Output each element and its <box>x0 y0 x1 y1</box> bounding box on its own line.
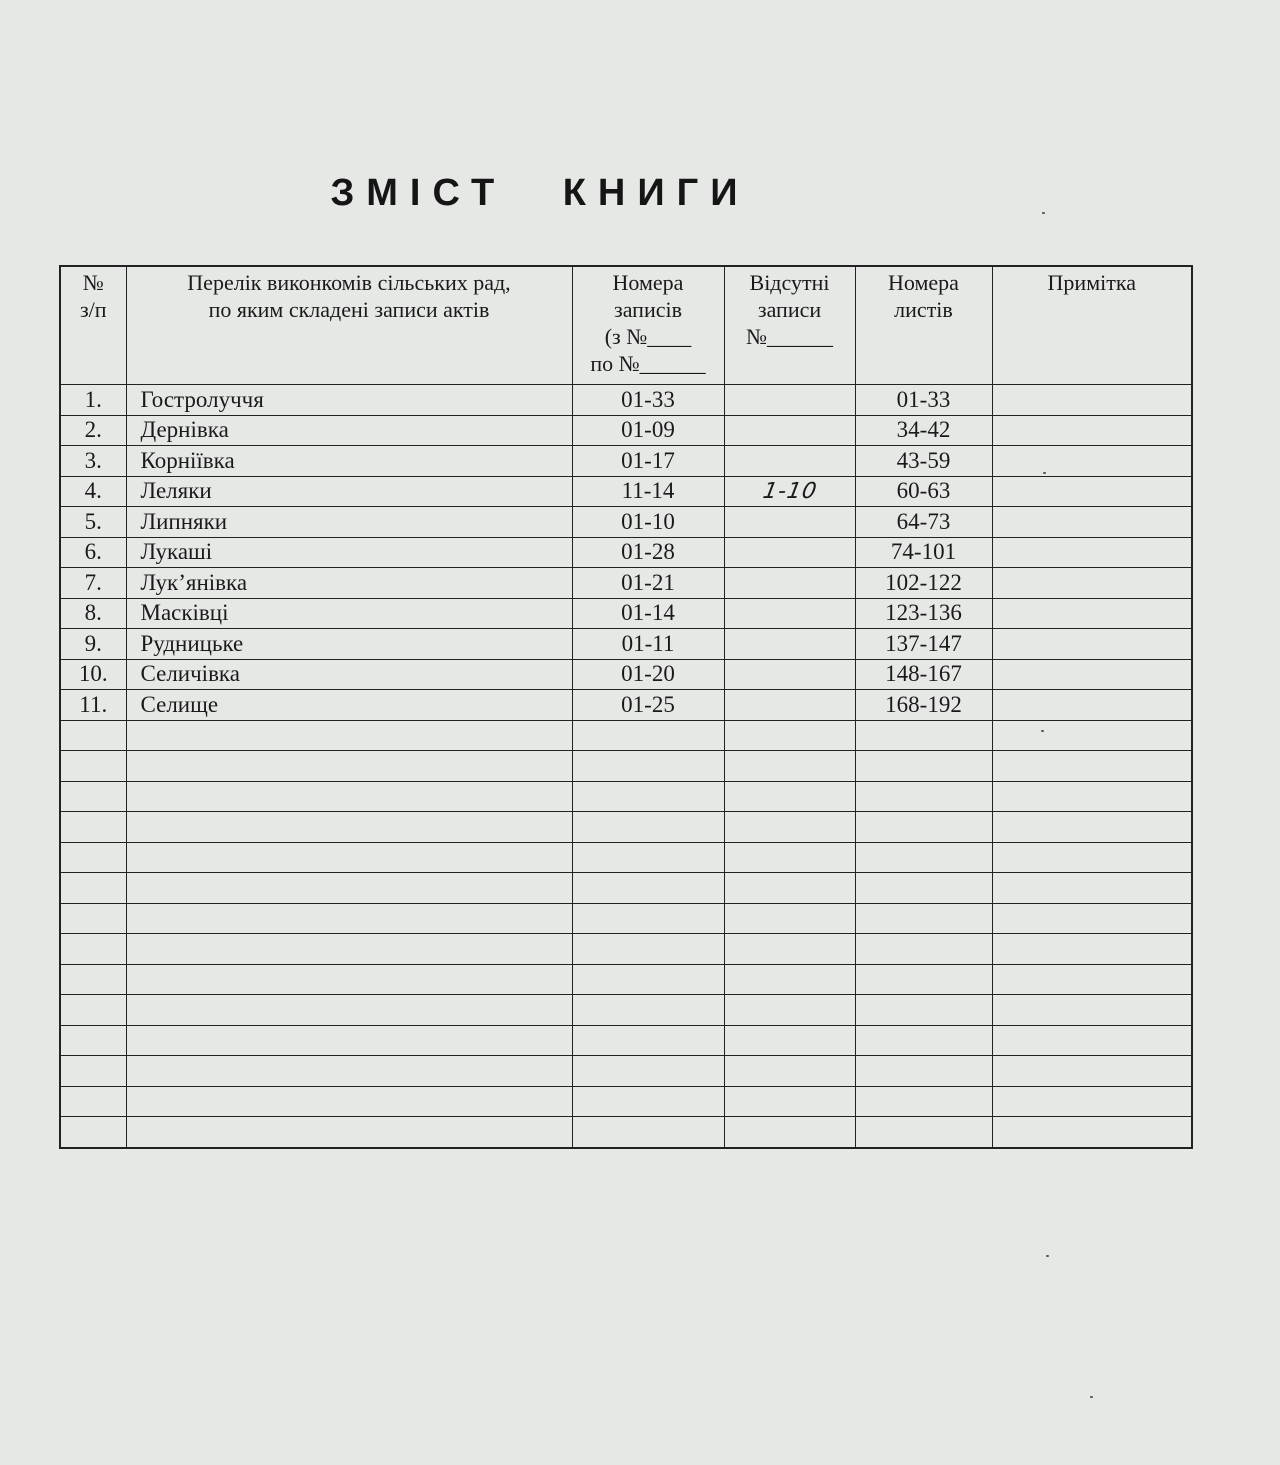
sheet-range: 168-192 <box>855 690 992 721</box>
council-name <box>126 751 572 782</box>
record-range <box>572 903 724 934</box>
record-range <box>572 781 724 812</box>
missing-records <box>724 446 855 477</box>
council-name <box>126 812 572 843</box>
missing-records <box>724 1086 855 1117</box>
note-cell <box>992 568 1192 599</box>
row-number: 1. <box>60 385 126 416</box>
row-number: 5. <box>60 507 126 538</box>
sheet-range <box>855 934 992 965</box>
council-name: Липняки <box>126 507 572 538</box>
row-number <box>60 1056 126 1087</box>
council-name <box>126 720 572 751</box>
scan-speck <box>1043 472 1046 474</box>
missing-records <box>724 568 855 599</box>
header-number-line-1: № <box>82 270 104 295</box>
record-range: 01-14 <box>572 598 724 629</box>
council-name: Корніївка <box>126 446 572 477</box>
record-range <box>572 1117 724 1148</box>
sheet-range <box>855 812 992 843</box>
missing-records <box>724 995 855 1026</box>
table-row <box>60 903 1192 934</box>
sheet-range: 01-33 <box>855 385 992 416</box>
council-name: Гостролуччя <box>126 385 572 416</box>
sheet-range: 123-136 <box>855 598 992 629</box>
note-cell <box>992 781 1192 812</box>
row-number <box>60 1025 126 1056</box>
table-row <box>60 751 1192 782</box>
sheet-range <box>855 903 992 934</box>
missing-records <box>724 476 855 507</box>
council-name: Масківці <box>126 598 572 629</box>
missing-records <box>724 781 855 812</box>
record-range <box>572 1086 724 1117</box>
record-range <box>572 842 724 873</box>
record-range: 01-21 <box>572 568 724 599</box>
council-name <box>126 781 572 812</box>
missing-records <box>724 720 855 751</box>
record-range: 01-33 <box>572 385 724 416</box>
sheet-range: 102-122 <box>855 568 992 599</box>
note-cell <box>992 1117 1192 1148</box>
row-number <box>60 1086 126 1117</box>
sheet-range: 64-73 <box>855 507 992 538</box>
record-range: 01-20 <box>572 659 724 690</box>
note-cell <box>992 476 1192 507</box>
note-cell <box>992 446 1192 477</box>
header-note: Примітка <box>992 266 1192 385</box>
table-row <box>60 415 1192 446</box>
council-name <box>126 842 572 873</box>
table-row <box>60 476 1192 507</box>
row-number: 4. <box>60 476 126 507</box>
sheet-range <box>855 1056 992 1087</box>
table-row <box>60 1086 1192 1117</box>
row-number <box>60 720 126 751</box>
sheet-range <box>855 781 992 812</box>
scan-speck <box>1090 1396 1093 1398</box>
sheet-range: 60-63 <box>855 476 992 507</box>
council-name <box>126 873 572 904</box>
table-row <box>60 690 1192 721</box>
council-name <box>126 1025 572 1056</box>
council-name <box>126 964 572 995</box>
table-row <box>60 812 1192 843</box>
header-records-line-2: записів <box>614 297 682 322</box>
council-name <box>126 1056 572 1087</box>
missing-records <box>724 629 855 660</box>
row-number: 11. <box>60 690 126 721</box>
missing-records <box>724 964 855 995</box>
record-range: 01-11 <box>572 629 724 660</box>
note-cell <box>992 812 1192 843</box>
header-missing-line-3: №______ <box>746 324 833 349</box>
row-number: 7. <box>60 568 126 599</box>
row-number <box>60 964 126 995</box>
table-row <box>60 507 1192 538</box>
contents-table <box>59 265 1193 1149</box>
council-name: Леляки <box>126 476 572 507</box>
note-cell <box>992 751 1192 782</box>
record-range <box>572 812 724 843</box>
row-number <box>60 1117 126 1148</box>
row-number: 2. <box>60 415 126 446</box>
table-row <box>60 629 1192 660</box>
missing-records <box>724 751 855 782</box>
sheet-range: 148-167 <box>855 659 992 690</box>
note-cell <box>992 964 1192 995</box>
header-records-line-3: (з №____ <box>604 324 692 349</box>
record-range: 01-28 <box>572 537 724 568</box>
note-cell <box>992 629 1192 660</box>
missing-records <box>724 1056 855 1087</box>
missing-records <box>724 507 855 538</box>
council-name: Селичівка <box>126 659 572 690</box>
record-range <box>572 995 724 1026</box>
sheet-range <box>855 751 992 782</box>
note-cell <box>992 537 1192 568</box>
table-body <box>60 385 1192 1148</box>
row-number: 10. <box>60 659 126 690</box>
record-range: 01-10 <box>572 507 724 538</box>
record-range <box>572 1025 724 1056</box>
sheet-range: 43-59 <box>855 446 992 477</box>
note-cell <box>992 659 1192 690</box>
header-missing-records <box>724 266 855 385</box>
record-range <box>572 964 724 995</box>
council-name <box>126 1086 572 1117</box>
note-cell <box>992 1025 1192 1056</box>
header-sheets-line-2: листів <box>894 297 953 322</box>
record-range: 01-25 <box>572 690 724 721</box>
missing-records <box>724 598 855 629</box>
council-name: Рудницьке <box>126 629 572 660</box>
missing-records <box>724 537 855 568</box>
table-row <box>60 385 1192 416</box>
row-number <box>60 903 126 934</box>
missing-records <box>724 385 855 416</box>
scan-speck <box>1046 1255 1049 1257</box>
table-row <box>60 934 1192 965</box>
row-number <box>60 781 126 812</box>
sheet-range <box>855 720 992 751</box>
council-name: Лук’янівка <box>126 568 572 599</box>
row-number <box>60 751 126 782</box>
header-sheet-numbers <box>855 266 992 385</box>
table-row <box>60 720 1192 751</box>
header-records-line-4: по №______ <box>590 351 706 376</box>
sheet-range: 137-147 <box>855 629 992 660</box>
handwritten-missing-records: 1-10 <box>760 478 819 504</box>
table-row <box>60 964 1192 995</box>
header-council-line-2: по яким складені записи актів <box>208 297 490 322</box>
note-cell <box>992 995 1192 1026</box>
note-cell <box>992 903 1192 934</box>
note-cell <box>992 385 1192 416</box>
missing-records <box>724 812 855 843</box>
record-range: 11-14 <box>572 476 724 507</box>
note-cell <box>992 415 1192 446</box>
sheet-range <box>855 964 992 995</box>
row-number: 9. <box>60 629 126 660</box>
table-row <box>60 873 1192 904</box>
sheet-range <box>855 1117 992 1148</box>
page-title: ЗМІСТ КНИГИ <box>330 172 750 214</box>
missing-records <box>724 690 855 721</box>
council-name <box>126 903 572 934</box>
council-name: Селище <box>126 690 572 721</box>
header-council-line-1: Перелік виконкомів сільських рад, <box>187 270 511 295</box>
header-missing-line-2: записи <box>757 297 822 322</box>
missing-records <box>724 842 855 873</box>
record-range <box>572 751 724 782</box>
header-sheets-line-1: Номера <box>888 270 959 295</box>
table-row <box>60 446 1192 477</box>
record-range <box>572 1056 724 1087</box>
row-number <box>60 995 126 1026</box>
table-row <box>60 1117 1192 1148</box>
table-row <box>60 1056 1192 1087</box>
note-cell <box>992 690 1192 721</box>
header-council-list <box>126 266 572 385</box>
table-row <box>60 568 1192 599</box>
row-number: 3. <box>60 446 126 477</box>
table-row <box>60 659 1192 690</box>
table-row <box>60 537 1192 568</box>
council-name: Лукаші <box>126 537 572 568</box>
note-cell <box>992 507 1192 538</box>
record-range <box>572 934 724 965</box>
table-row <box>60 842 1192 873</box>
record-range: 01-09 <box>572 415 724 446</box>
scan-speck <box>1041 730 1044 732</box>
table-header-row <box>60 266 1192 385</box>
table-row <box>60 781 1192 812</box>
row-number: 6. <box>60 537 126 568</box>
sheet-range <box>855 995 992 1026</box>
row-number: 8. <box>60 598 126 629</box>
note-cell <box>992 934 1192 965</box>
header-records-line-1: Номера <box>612 270 684 295</box>
missing-records <box>724 415 855 446</box>
sheet-range <box>855 1025 992 1056</box>
header-number-line-2: з/п <box>79 297 107 322</box>
sheet-range: 74-101 <box>855 537 992 568</box>
record-range <box>572 873 724 904</box>
council-name: Дернівка <box>126 415 572 446</box>
missing-records <box>724 659 855 690</box>
header-record-numbers <box>572 266 724 385</box>
row-number <box>60 934 126 965</box>
missing-records <box>724 934 855 965</box>
header-missing-line-1: Відсутні <box>749 270 830 295</box>
row-number <box>60 873 126 904</box>
missing-records <box>724 903 855 934</box>
sheet-range <box>855 842 992 873</box>
council-name <box>126 1117 572 1148</box>
note-cell <box>992 873 1192 904</box>
scan-speck <box>1042 212 1045 214</box>
missing-records <box>724 1117 855 1148</box>
council-name <box>126 934 572 965</box>
table-row <box>60 995 1192 1026</box>
row-number <box>60 812 126 843</box>
note-cell <box>992 842 1192 873</box>
sheet-range <box>855 873 992 904</box>
table-row <box>60 1025 1192 1056</box>
note-cell <box>992 1056 1192 1087</box>
note-cell <box>992 598 1192 629</box>
table-row <box>60 598 1192 629</box>
row-number <box>60 842 126 873</box>
record-range: 01-17 <box>572 446 724 477</box>
note-cell <box>992 720 1192 751</box>
header-number <box>60 266 126 385</box>
record-range <box>572 720 724 751</box>
missing-records <box>724 1025 855 1056</box>
note-cell <box>992 1086 1192 1117</box>
sheet-range: 34-42 <box>855 415 992 446</box>
council-name <box>126 995 572 1026</box>
sheet-range <box>855 1086 992 1117</box>
missing-records <box>724 873 855 904</box>
